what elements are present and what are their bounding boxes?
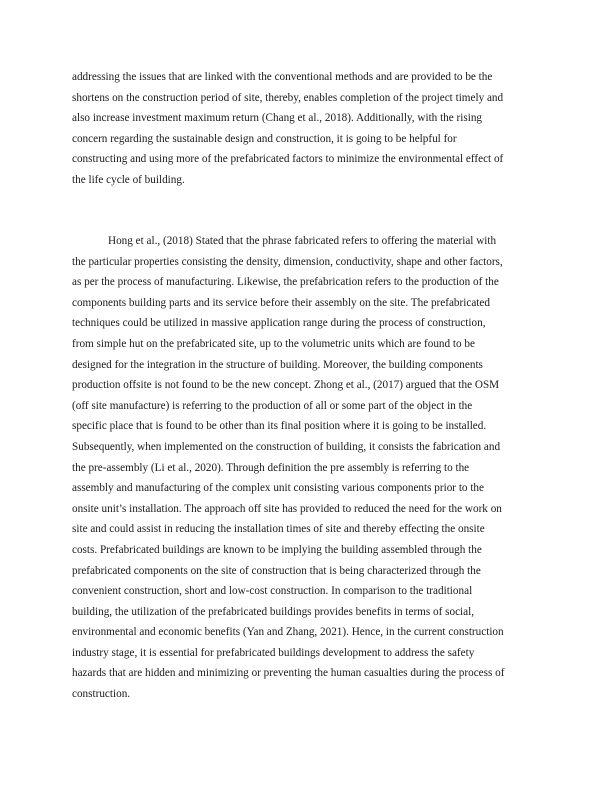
text-line: costs. Prefabricated buildings are known to be implying the building assembled through the: [72, 543, 482, 556]
text-line-indented: Hong et al., (2018) Stated that the phrase fabricated refers to offering the material with: [108, 235, 497, 247]
text-line: industry stage, it is essential for prefabricated buildings development to address the safety: [72, 646, 475, 659]
text-line: from simple hut on the prefabricated site, up to the volumetric units which are found to be: [72, 337, 475, 350]
text-line: prefabricated components on the site of construction that is being characterized through the: [72, 564, 481, 577]
text-line: building, the utilization of the prefabricated buildings provides benefits in terms of social,: [72, 605, 475, 618]
text-line: designed for the integration in the structure of building. Moreover, the building components: [72, 358, 483, 371]
text-line: also increase investment maximum return (Chang et al., 2018). Additionally, with the rising: [72, 112, 483, 125]
text-line: onsite unit’s installation. The approach off site has provided to reduced the need for the work on: [72, 502, 502, 515]
text-line: Subsequently, when implemented on the construction of building, it consists the fabrication and: [72, 440, 501, 453]
paragraph-prefabrication: [72, 231, 542, 705]
text-line: techniques could be utilized in massive application range during the process of construction,: [72, 317, 486, 330]
text-line: convenient construction, short and low-cost construction. In comparison to the traditional: [72, 585, 473, 598]
text-line: (off site manufacture) is referring to the production of all or some part of the object in the: [72, 399, 473, 412]
text-line: site and could assist in reducing the installation times of site and thereby effecting the onsite: [72, 523, 485, 536]
text-line: the particular properties consisting the density, dimension, conductivity, shape and other factors,: [72, 255, 503, 268]
text-line: shortens on the construction period of site, thereby, enables completion of the project timely and: [72, 91, 504, 104]
text-line: hazards that are hidden and minimizing or preventing the human casualties during the process of: [72, 667, 505, 680]
text-line: the pre-assembly (Li et al., 2020). Through definition the pre assembly is referring to the: [72, 461, 470, 474]
paragraph-continuation: [72, 67, 542, 191]
text-line: assembly and manufacturing of the complex unit consisting various components prior to the: [72, 482, 484, 495]
text-line: specific place that is found to be other than its final position where it is going to be installed.: [72, 420, 487, 433]
text-line: constructing and using more of the prefabricated factors to minimize the environmental effect of: [72, 153, 504, 166]
text-line: components building parts and its service before their assembly on the site. The prefabricated: [72, 296, 490, 309]
text-line: construction.: [72, 688, 131, 701]
text-line: production offsite is not found to be the new concept. Zhong et al., (2017) argued that the OSM: [72, 379, 500, 392]
text-line: concern regarding the sustainable design and construction, it is going to be helpful for: [72, 132, 457, 145]
text-line: the life cycle of building.: [72, 173, 185, 186]
text-line: environmental and economic benefits (Yan and Zhang, 2021). Hence, in the current construction: [72, 626, 504, 639]
text-line: as per the process of manufacturing. Likewise, the prefabrication refers to the production of the: [72, 276, 499, 289]
text-line: addressing the issues that are linked with the conventional methods and are provided to be the: [72, 71, 493, 83]
